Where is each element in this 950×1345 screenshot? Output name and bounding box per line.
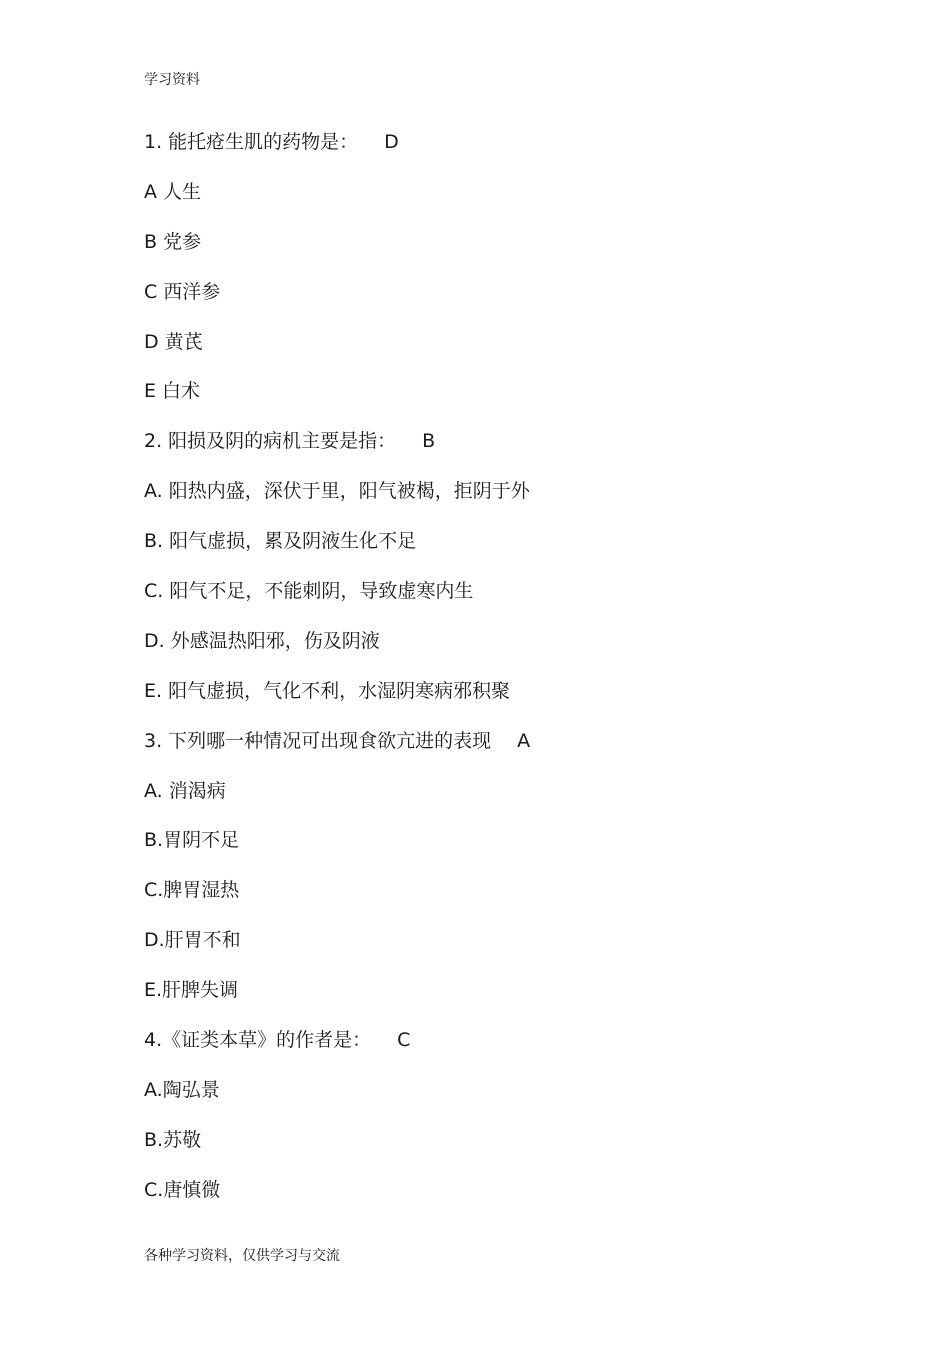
question-list	[144, 127, 864, 1225]
question-stem	[144, 426, 864, 476]
answer-key: B	[422, 430, 436, 453]
option-item: C.脾胃湿热	[144, 879, 240, 902]
option-item: B 党参	[144, 230, 202, 253]
question-stem-text: 3. 下列哪一种情况可出现食欲亢进的表现	[144, 729, 492, 752]
page-header: 学习资料	[144, 72, 200, 88]
option-item: B.胃阴不足	[144, 829, 240, 852]
option-item: C 西洋参	[144, 280, 221, 303]
option-item: E.肝脾失调	[144, 979, 239, 1002]
option-item: C. 阳气不足，不能刺阴，导致虚寒内生	[144, 580, 474, 603]
page-footer: 各种学习资料，仅供学习与交流	[144, 1248, 340, 1264]
answer-key: D	[384, 131, 399, 153]
question-stem	[144, 127, 864, 177]
option-item: A. 消渴病	[144, 779, 226, 802]
option-item: B.苏敬	[144, 1128, 202, 1151]
question-stem	[144, 1025, 864, 1075]
question-stem-text: 2. 阳损及阴的病机主要是指：	[144, 430, 397, 453]
question-stem-text: 4.《证类本草》的作者是：	[144, 1029, 372, 1052]
option-item: A.陶弘景	[144, 1078, 220, 1101]
option-item: B. 阳气虚损，累及阴液生化不足	[144, 530, 417, 553]
option-item: E 白术	[144, 380, 201, 403]
option-item: E. 阳气虚损，气化不利，水湿阴寒病邪积聚	[144, 679, 511, 702]
option-item: D.肝胃不和	[144, 929, 241, 952]
option-item: C.唐慎微	[144, 1178, 221, 1201]
option-item: D 黄芪	[144, 330, 203, 353]
option-item: D. 外感温热阳邪，伤及阴液	[144, 629, 380, 652]
option-item: A. 阳热内盛，深伏于里，阳气被楬，拒阴于外	[144, 480, 530, 503]
option-item: A 人生	[144, 180, 202, 203]
answer-key: C	[397, 1029, 411, 1052]
question-stem	[144, 726, 864, 776]
question-stem-text: 1. 能托疮生肌的药物是：	[144, 131, 359, 153]
answer-key: A	[517, 729, 531, 752]
